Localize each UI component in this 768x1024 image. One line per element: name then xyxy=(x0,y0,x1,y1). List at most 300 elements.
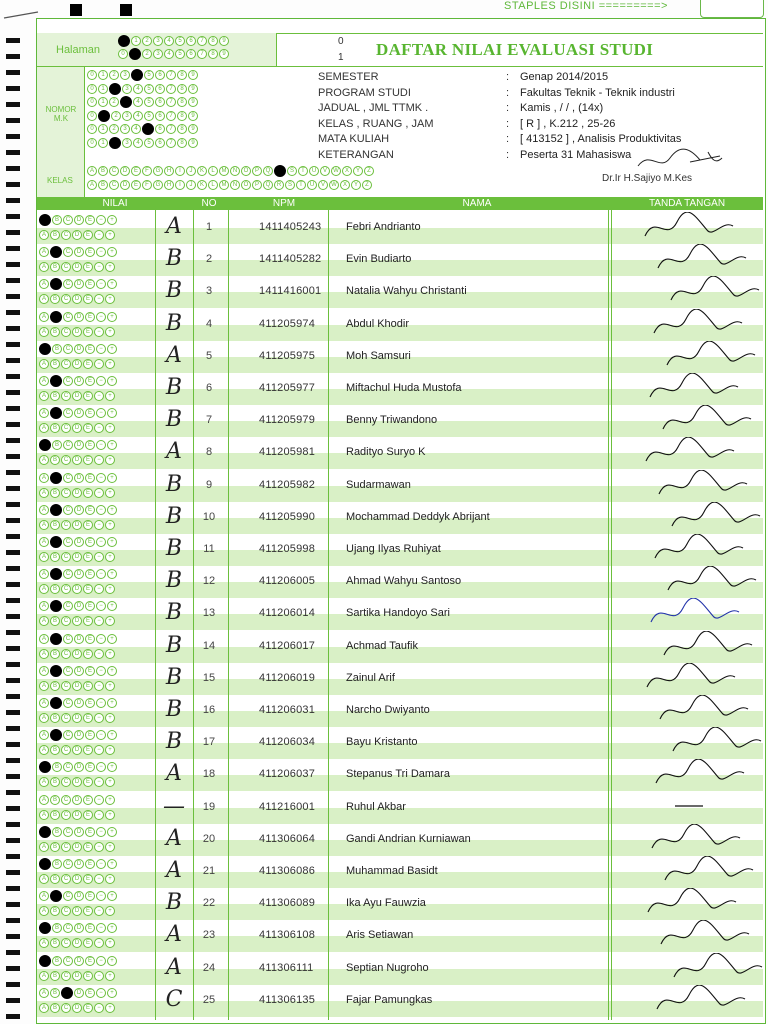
handwritten-grade: B xyxy=(165,664,183,690)
answer-bubble: D xyxy=(72,971,82,981)
row-number: 17 xyxy=(202,736,216,749)
name-cell: Radityo Suryo K xyxy=(346,446,426,459)
answer-bubble: A xyxy=(39,520,49,530)
answer-bubble: B xyxy=(50,810,60,820)
answer-bubble: V xyxy=(320,166,330,176)
answer-bubble: D xyxy=(74,988,84,998)
timing-mark xyxy=(6,614,20,619)
row-number: 15 xyxy=(202,671,216,684)
answer-bubble: D xyxy=(74,762,84,772)
answer-bubble: − xyxy=(96,827,106,837)
answer-bubble xyxy=(109,83,121,95)
handwritten-grade: B xyxy=(165,310,183,336)
name-cell: Miftachul Huda Mustofa xyxy=(346,382,462,394)
handwritten-grade: A xyxy=(166,858,182,883)
timing-mark xyxy=(6,1014,20,1019)
answer-bubble: E xyxy=(85,279,95,289)
timing-mark xyxy=(6,854,20,859)
answer-bubble: E xyxy=(83,745,93,755)
timing-mark xyxy=(6,982,20,987)
answer-bubble: E xyxy=(85,891,95,901)
answer-bubble: D xyxy=(72,584,82,594)
answer-bubble: S xyxy=(287,166,297,176)
signature xyxy=(615,759,765,791)
answer-bubble xyxy=(50,568,62,580)
answer-bubble: A xyxy=(39,294,49,304)
answer-bubble: A xyxy=(39,681,49,691)
answer-bubble: C xyxy=(63,923,73,933)
timing-mark xyxy=(6,230,20,235)
answer-bubble: I xyxy=(175,166,185,176)
keterangan-value: Peserta 31 Mahasiswa xyxy=(520,148,632,161)
answer-bubble: C xyxy=(61,327,71,337)
answer-bubble: B xyxy=(50,552,60,562)
npm-cell: 411205974 xyxy=(259,317,316,330)
name-cell: Natalia Wahyu Christanti xyxy=(346,285,467,298)
answer-bubble: − xyxy=(96,408,106,418)
answer-bubble: − xyxy=(94,1003,104,1013)
answer-bubble: E xyxy=(83,391,93,401)
signature xyxy=(615,437,765,469)
answer-bubble: C xyxy=(63,473,73,483)
answer-bubble: A xyxy=(39,537,49,547)
answer-bubble: C xyxy=(61,230,71,240)
answer-bubble: D xyxy=(72,938,82,948)
answer-bubble: E xyxy=(85,666,95,676)
timing-mark xyxy=(6,662,20,667)
answer-bubble xyxy=(50,375,62,387)
answer-bubble: D xyxy=(72,327,82,337)
answer-bubble xyxy=(50,246,62,258)
answer-bubble: + xyxy=(105,391,115,401)
answer-bubble xyxy=(50,729,62,741)
answer-bubble: B xyxy=(98,166,108,176)
answer-bubble: A xyxy=(39,616,49,626)
signature xyxy=(615,888,765,920)
name-cell: Muhammad Basidt xyxy=(346,865,438,877)
name-cell: Fajar Pamungkas xyxy=(346,993,433,1006)
answer-bubble xyxy=(39,343,51,355)
answer-bubble: B xyxy=(50,906,60,916)
table-row xyxy=(37,631,763,663)
answer-bubble: E xyxy=(131,166,141,176)
timing-mark xyxy=(6,54,20,59)
timing-mark xyxy=(6,358,20,363)
timing-mark xyxy=(6,518,20,523)
answer-bubble: A xyxy=(39,988,49,998)
row-number: 20 xyxy=(202,832,216,845)
answer-bubble: Q xyxy=(263,166,273,176)
answer-bubble xyxy=(131,69,143,81)
answer-bubble: 7 xyxy=(166,124,176,134)
program-studi-value: Fakultas Teknik - Teknik industri xyxy=(520,86,675,99)
timing-mark xyxy=(6,310,20,315)
answer-bubble: E xyxy=(85,215,95,225)
name-cell: Febri Andrianto xyxy=(346,221,421,233)
answer-bubble: + xyxy=(107,279,117,289)
answer-bubble: + xyxy=(105,262,115,272)
answer-bubble: E xyxy=(83,681,93,691)
answer-bubble: C xyxy=(63,891,73,901)
lecturer-signature xyxy=(630,146,730,176)
row-number: 21 xyxy=(202,865,216,877)
kelas-bubbles xyxy=(87,166,375,191)
answer-bubble: B xyxy=(50,874,60,884)
timing-mark xyxy=(6,406,20,411)
answer-bubble: T xyxy=(298,166,308,176)
answer-bubble: C xyxy=(61,810,71,820)
answer-bubble: E xyxy=(85,473,95,483)
table-row xyxy=(37,985,763,1017)
name-cell: Ahmad Wahyu Santoso xyxy=(346,575,462,588)
row-number: 4 xyxy=(205,317,213,330)
table-row xyxy=(37,856,763,888)
answer-bubble: B xyxy=(52,344,62,354)
answer-bubble: D xyxy=(72,874,82,884)
answer-bubble: G xyxy=(153,180,163,190)
answer-bubble: B xyxy=(50,938,60,948)
answer-bubble: D xyxy=(72,745,82,755)
answer-bubble: B xyxy=(50,262,60,272)
name-cell: Benny Triwandono xyxy=(346,414,438,427)
answer-bubble: E xyxy=(83,810,93,820)
answer-bubble: − xyxy=(96,505,106,515)
answer-bubble: D xyxy=(74,923,84,933)
answer-bubble: E xyxy=(83,874,93,884)
answer-bubble: C xyxy=(61,842,71,852)
answer-bubble: D xyxy=(74,891,84,901)
answer-bubble: C xyxy=(61,616,71,626)
answer-bubble: W xyxy=(329,180,339,190)
handwritten-grade: B xyxy=(165,568,183,594)
answer-bubble: D xyxy=(72,552,82,562)
timing-mark xyxy=(6,262,20,267)
signature xyxy=(615,598,765,630)
answer-bubble: + xyxy=(107,505,117,515)
timing-mark xyxy=(6,758,20,763)
name-cell: Mochammad Deddyk Abrijant xyxy=(346,510,490,523)
answer-bubble: C xyxy=(63,312,73,322)
row-number: 19 xyxy=(202,800,216,813)
npm-cell: 1411405243 xyxy=(259,221,322,233)
answer-bubble: 6 xyxy=(186,36,196,46)
answer-bubble: + xyxy=(105,938,115,948)
npm-cell: 411206014 xyxy=(259,607,316,620)
answer-bubble: B xyxy=(50,230,60,240)
timing-mark xyxy=(6,998,20,1003)
answer-bubble: B xyxy=(52,827,62,837)
signature xyxy=(615,792,765,824)
answer-bubble: A xyxy=(39,455,49,465)
npm-cell: 411206005 xyxy=(259,575,316,588)
timing-mark xyxy=(6,534,20,539)
answer-bubble: − xyxy=(96,923,106,933)
answer-bubble: D xyxy=(74,408,84,418)
signature xyxy=(615,920,765,952)
answer-bubble: D xyxy=(72,359,82,369)
answer-bubble xyxy=(39,214,51,226)
handwritten-grade: B xyxy=(165,407,183,433)
col-nilai: NILAI xyxy=(102,198,128,209)
answer-bubble: 3 xyxy=(120,124,130,134)
answer-bubble: D xyxy=(72,810,82,820)
answer-bubble: D xyxy=(74,666,84,676)
answer-bubble: Q xyxy=(263,180,273,190)
halaman-bubbles xyxy=(118,36,230,60)
answer-bubble xyxy=(61,987,73,999)
signature xyxy=(615,663,765,695)
answer-bubble: A xyxy=(39,891,49,901)
answer-bubble: C xyxy=(61,584,71,594)
answer-bubble: W xyxy=(331,166,341,176)
answer-bubble: E xyxy=(85,440,95,450)
answer-bubble: − xyxy=(94,971,104,981)
answer-bubble: + xyxy=(107,376,117,386)
table-row xyxy=(37,276,763,308)
answer-bubble: E xyxy=(85,601,95,611)
answer-bubble: 9 xyxy=(219,36,229,46)
answer-bubble: D xyxy=(74,505,84,515)
timing-mark xyxy=(6,38,20,43)
answer-bubble: C xyxy=(61,488,71,498)
npm-cell: 411205975 xyxy=(259,349,316,362)
signature xyxy=(615,244,765,276)
answer-bubble: A xyxy=(39,777,49,787)
answer-bubble: E xyxy=(83,262,93,272)
npm-cell: 411306064 xyxy=(259,832,316,845)
answer-bubble: + xyxy=(105,745,115,755)
row-number: 25 xyxy=(202,993,216,1006)
timing-mark xyxy=(6,630,20,635)
timing-mark xyxy=(6,486,20,491)
answer-bubble: 8 xyxy=(177,124,187,134)
timing-mark xyxy=(6,150,20,155)
answer-bubble: + xyxy=(105,874,115,884)
signature xyxy=(615,631,765,663)
answer-bubble: C xyxy=(63,698,73,708)
timing-mark xyxy=(6,886,20,891)
npm-cell: 411206017 xyxy=(259,639,316,652)
npm-cell: 411206031 xyxy=(259,704,316,716)
answer-bubble: A xyxy=(39,488,49,498)
answer-bubble: C xyxy=(63,569,73,579)
answer-bubble: B xyxy=(50,391,60,401)
answer-bubble: + xyxy=(105,906,115,916)
answer-bubble: + xyxy=(105,777,115,787)
answer-bubble: 0 xyxy=(87,111,97,121)
npm-cell: 411205982 xyxy=(259,478,316,491)
answer-bubble: C xyxy=(61,359,71,369)
row-number: 1 xyxy=(205,221,213,233)
answer-bubble: + xyxy=(105,1003,115,1013)
answer-bubble: D xyxy=(72,795,82,805)
answer-bubble: V xyxy=(318,180,328,190)
answer-bubble: B xyxy=(52,956,62,966)
row-number: 22 xyxy=(202,897,216,910)
answer-bubble: A xyxy=(39,552,49,562)
answer-bubble xyxy=(142,123,154,135)
answer-bubble: D xyxy=(74,247,84,257)
answer-bubble: 2 xyxy=(109,124,119,134)
timing-mark xyxy=(6,582,20,587)
answer-bubble: 3 xyxy=(122,84,132,94)
name-cell: Bayu Kristanto xyxy=(346,736,418,749)
answer-bubble: 4 xyxy=(133,138,143,148)
answer-bubble: C xyxy=(63,537,73,547)
answer-bubble: + xyxy=(105,810,115,820)
answer-bubble: D xyxy=(74,440,84,450)
answer-bubble xyxy=(129,48,141,60)
answer-bubble: − xyxy=(96,473,106,483)
answer-bubble: A xyxy=(39,262,49,272)
answer-bubble: A xyxy=(39,230,49,240)
npm-cell: 411206019 xyxy=(259,671,316,684)
answer-bubble: E xyxy=(83,938,93,948)
form-title: DAFTAR NILAI EVALUASI STUDI xyxy=(376,40,654,59)
answer-bubble: + xyxy=(107,247,117,257)
name-cell: Gandi Andrian Kurniawan xyxy=(346,832,471,845)
answer-bubble: D xyxy=(72,649,82,659)
answer-bubble: A xyxy=(39,971,49,981)
answer-bubble: A xyxy=(39,601,49,611)
row-number: 2 xyxy=(205,253,213,266)
answer-bubble: E xyxy=(85,634,95,644)
answer-bubble: 8 xyxy=(177,70,187,80)
answer-bubble: − xyxy=(96,376,106,386)
timing-mark xyxy=(120,4,132,16)
answer-bubble xyxy=(50,472,62,484)
npm-cell: 1411405282 xyxy=(259,253,322,266)
answer-bubble: 9 xyxy=(188,138,198,148)
answer-bubble: C xyxy=(61,455,71,465)
divider xyxy=(228,197,229,1020)
name-cell: Narcho Dwiyanto xyxy=(346,704,430,716)
answer-bubble: B xyxy=(50,616,60,626)
answer-bubble: E xyxy=(83,842,93,852)
answer-bubble: − xyxy=(96,569,106,579)
name-cell: Abdul Khodir xyxy=(346,317,409,330)
answer-bubble: B xyxy=(52,923,62,933)
answer-bubble: 4 xyxy=(131,124,141,134)
timing-mark xyxy=(70,4,82,16)
divider xyxy=(328,197,329,1020)
answer-bubble: 7 xyxy=(166,97,176,107)
answer-bubble: − xyxy=(94,874,104,884)
answer-bubble: − xyxy=(94,649,104,659)
handwritten-grade: B xyxy=(165,471,183,497)
answer-bubble: E xyxy=(85,956,95,966)
nomor-mk-bubbles xyxy=(87,70,199,151)
name-cell: Moh Samsuri xyxy=(346,349,411,362)
table-row xyxy=(37,341,763,373)
answer-bubble: 4 xyxy=(164,36,174,46)
row-number: 18 xyxy=(202,768,216,781)
answer-bubble: H xyxy=(164,166,174,176)
answer-bubble: D xyxy=(120,180,130,190)
answer-bubble: 4 xyxy=(164,49,174,59)
answer-bubble: E xyxy=(83,971,93,981)
answer-bubble: A xyxy=(39,1003,49,1013)
name-cell: Achmad Taufik xyxy=(346,639,418,652)
answer-bubble: O xyxy=(241,180,251,190)
table-row xyxy=(37,920,763,952)
row-number: 9 xyxy=(205,478,213,491)
answer-bubble: S xyxy=(285,180,295,190)
npm-cell: 411306135 xyxy=(259,993,316,1006)
table-row xyxy=(37,405,763,437)
answer-bubble: E xyxy=(85,408,95,418)
answer-bubble: B xyxy=(52,440,62,450)
divider xyxy=(84,66,85,197)
answer-bubble: + xyxy=(107,923,117,933)
answer-bubble: B xyxy=(50,971,60,981)
answer-bubble: C xyxy=(61,938,71,948)
answer-bubble: 8 xyxy=(177,97,187,107)
answer-bubble xyxy=(39,761,51,773)
npm-cell: 411206034 xyxy=(259,736,316,749)
row-number: 6 xyxy=(205,382,213,394)
timing-mark xyxy=(6,134,20,139)
answer-bubble: 3 xyxy=(153,49,163,59)
answer-bubble: + xyxy=(107,666,117,676)
answer-bubble: 4 xyxy=(133,97,143,107)
table-row xyxy=(37,244,763,276)
answer-bubble: + xyxy=(105,327,115,337)
name-cell: Ujang Ilyas Ruhiyat xyxy=(346,543,441,555)
answer-bubble: A xyxy=(39,938,49,948)
nomor-mk-label: NOMOR M.K xyxy=(45,105,77,123)
answer-bubble: C xyxy=(61,795,71,805)
answer-bubble: − xyxy=(96,956,106,966)
name-cell: Sudarmawan xyxy=(346,478,411,491)
answer-bubble: 1 xyxy=(98,138,108,148)
answer-bubble: B xyxy=(50,455,60,465)
npm-cell: 411216001 xyxy=(259,800,316,813)
answer-bubble: L xyxy=(208,166,218,176)
answer-bubble: Y xyxy=(353,166,363,176)
answer-bubble: D xyxy=(74,827,84,837)
answer-bubble: + xyxy=(107,215,117,225)
handwritten-grade: A xyxy=(166,342,182,368)
handwritten-grade: A xyxy=(166,439,182,465)
answer-bubble: + xyxy=(107,344,117,354)
timing-mark xyxy=(6,838,20,843)
npm-cell: 411205979 xyxy=(259,414,316,427)
answer-bubble: − xyxy=(94,391,104,401)
answer-bubble: D xyxy=(74,698,84,708)
answer-bubble: − xyxy=(96,859,106,869)
answer-bubble: E xyxy=(83,294,93,304)
timing-mark xyxy=(6,182,20,187)
handwritten-grade: C xyxy=(165,986,183,1012)
answer-bubble: 6 xyxy=(155,138,165,148)
answer-bubble: U xyxy=(309,166,319,176)
timing-mark xyxy=(6,918,20,923)
handwritten-grade: B xyxy=(165,697,183,722)
answer-bubble: E xyxy=(83,795,93,805)
timing-mark xyxy=(6,566,20,571)
answer-bubble: A xyxy=(87,180,97,190)
answer-bubble: E xyxy=(85,988,95,998)
answer-bubble: D xyxy=(72,616,82,626)
handwritten-grade: A xyxy=(166,761,182,787)
signature xyxy=(615,727,765,759)
answer-bubble: 7 xyxy=(166,111,176,121)
npm-cell: 411206037 xyxy=(259,768,316,781)
answer-bubble: − xyxy=(94,552,104,562)
timing-mark xyxy=(6,966,20,971)
jadual-value: Kamis , / / , (14x) xyxy=(520,102,604,114)
